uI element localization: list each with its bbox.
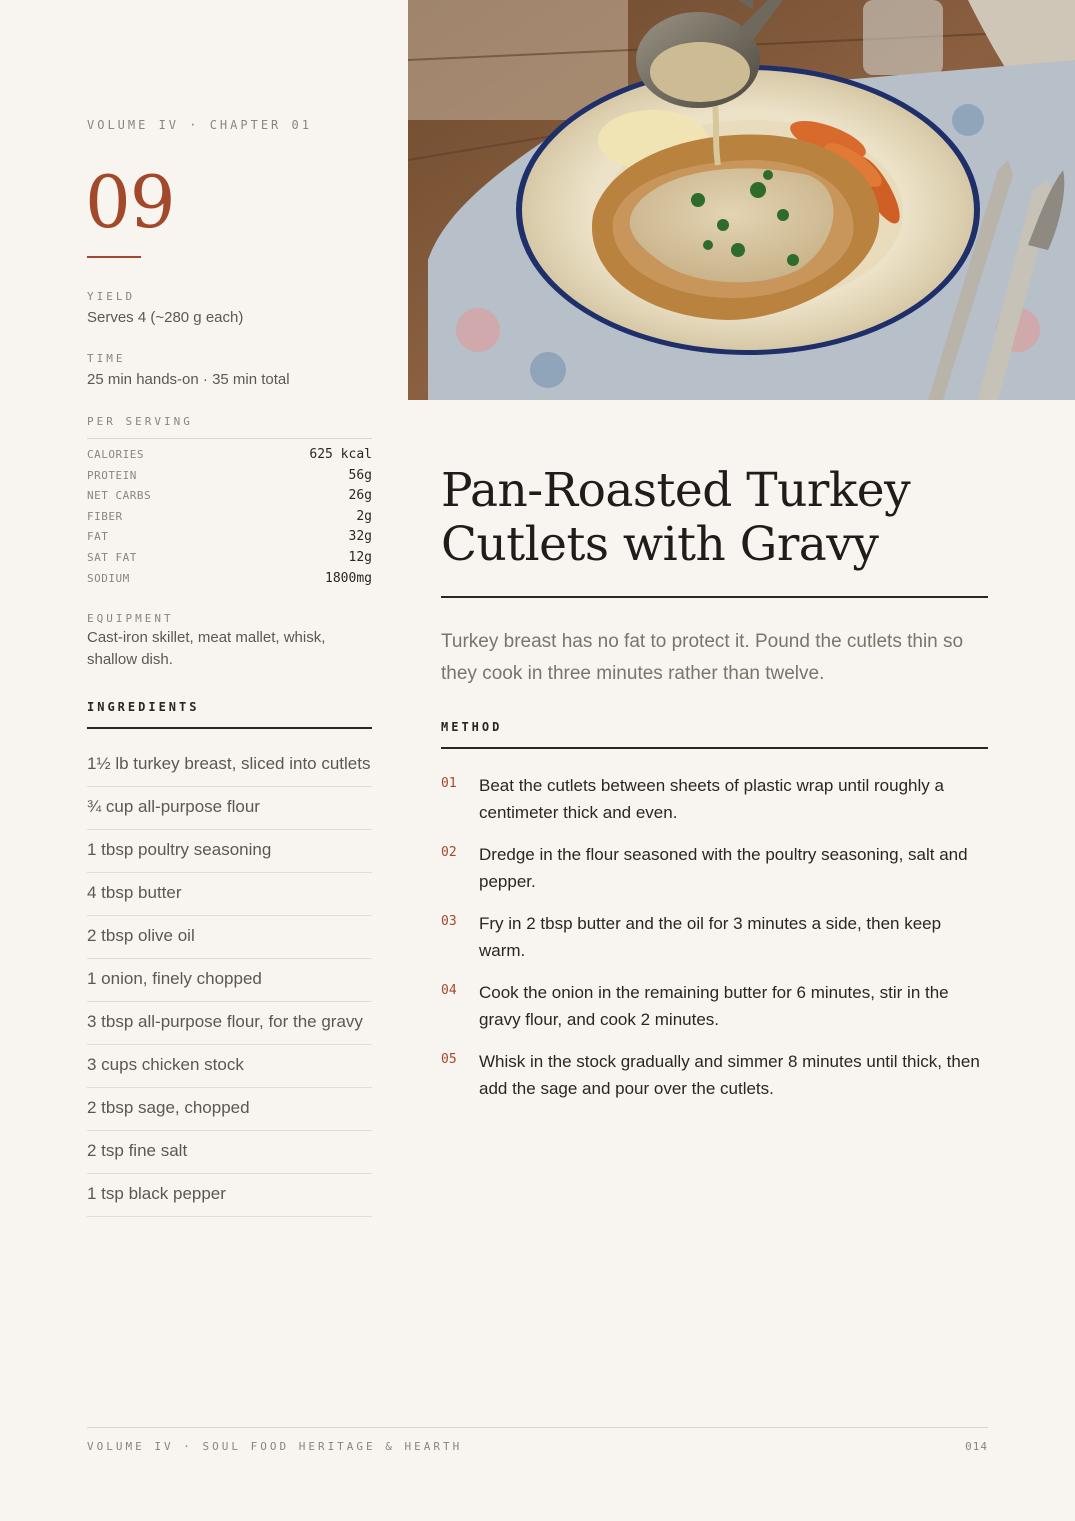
ingredient-item: 3 tbsp all-purpose flour, for the gravy — [87, 1002, 372, 1045]
step-text: Whisk in the stock gradually and simmer 8 minutes until thick, then add the sage and pour over the cutlets. — [479, 1052, 980, 1098]
nutrition-name: SODIUM — [87, 571, 130, 585]
method-step — [441, 841, 988, 895]
nutrition-value: 625 kcal — [309, 447, 372, 462]
nutrition-name: SAT FAT — [87, 550, 137, 564]
nutrition-value: 56g — [348, 467, 372, 483]
time-value: 25 min hands-on · 35 min total — [87, 371, 290, 388]
per-serving-label: PER SERVING — [87, 415, 193, 428]
method-divider — [441, 747, 988, 749]
yield-label: YIELD — [87, 290, 136, 303]
method-step — [441, 1048, 988, 1102]
ingredient-item: 1½ lb turkey breast, sliced into cutlets — [87, 744, 372, 787]
title-divider — [441, 596, 988, 598]
nutrition-name: FAT — [87, 530, 109, 544]
recipe-photo — [408, 0, 1075, 400]
ingredient-item: 2 tbsp sage, chopped — [87, 1088, 372, 1131]
method-steps — [441, 772, 988, 1117]
time-label: TIME — [87, 352, 126, 365]
nutrition-row — [87, 468, 372, 489]
step-number: 05 — [441, 1052, 457, 1067]
nutrition-block — [87, 415, 372, 591]
chapter-number: 09 — [85, 160, 175, 244]
ingredients-list — [87, 744, 372, 1217]
ingredient-item: 1 onion, finely chopped — [87, 959, 372, 1002]
ingredients-divider — [87, 727, 372, 729]
ingredient-item: 1 tbsp poultry seasoning — [87, 830, 372, 873]
nutrition-row — [87, 571, 372, 592]
step-number: 01 — [441, 776, 457, 791]
nutrition-row — [87, 550, 372, 571]
nutrition-row — [87, 509, 372, 530]
method-step — [441, 772, 988, 826]
nutrition-value: 12g — [348, 549, 372, 565]
recipe-title-line-2: Cutlets with Gravy — [441, 517, 879, 572]
yield-value: Serves 4 (~280 g each) — [87, 309, 244, 326]
recipe-title-line-1: Pan-Roasted Turkey — [441, 463, 911, 518]
page-number: 014 — [965, 1440, 988, 1453]
method-step — [441, 979, 988, 1033]
equipment-block — [87, 612, 372, 671]
nutrition-name: PROTEIN — [87, 468, 137, 482]
ingredient-item: 3 cups chicken stock — [87, 1045, 372, 1088]
footer-book-title: VOLUME IV · SOUL FOOD HERITAGE & HEARTH — [87, 1440, 463, 1453]
step-text: Cook the onion in the remaining butter for 6 minutes, stir in the gravy flour, and cook 2 minutes. — [479, 983, 949, 1029]
step-number: 03 — [441, 914, 457, 929]
nutrition-value: 32g — [348, 529, 372, 545]
method-step — [441, 910, 988, 964]
nutrition-value: 1800mg — [325, 570, 372, 586]
chapter-divider — [87, 256, 141, 258]
step-number: 02 — [441, 845, 457, 860]
ingredient-item: 2 tsp fine salt — [87, 1131, 372, 1174]
ingredients-title: INGREDIENTS — [87, 700, 200, 714]
method-header — [441, 720, 988, 749]
recipe-title — [441, 464, 988, 572]
yield-block — [87, 290, 372, 329]
ingredient-item: 4 tbsp butter — [87, 873, 372, 916]
nutrition-list — [87, 447, 372, 591]
nutrition-name: NET CARBS — [87, 489, 152, 503]
step-number: 04 — [441, 983, 457, 998]
nutrition-name: FIBER — [87, 509, 123, 523]
chapter-eyebrow: VOLUME IV · CHAPTER 01 — [87, 118, 312, 132]
recipe-intro: Turkey breast has no fat to protect it. Pound the cutlets thin so they cook in three minutes rather than twelve. — [441, 631, 964, 684]
nutrition-value: 26g — [348, 488, 372, 504]
equipment-label: EQUIPMENT — [87, 612, 174, 625]
ingredient-item: 1 tsp black pepper — [87, 1174, 372, 1217]
ingredient-item: ¾ cup all-purpose flour — [87, 787, 372, 830]
nutrition-row — [87, 447, 372, 468]
method-title: METHOD — [441, 720, 503, 734]
nutrition-row — [87, 529, 372, 550]
ingredients-header — [87, 700, 372, 729]
equipment-value: Cast-iron skillet, meat mallet, whisk, shallow dish. — [87, 629, 326, 668]
turkey-cutlets-with-gravy-photo — [408, 0, 1075, 400]
step-text: Dredge in the flour seasoned with the poultry seasoning, salt and pepper. — [479, 845, 968, 891]
footer-divider — [87, 1427, 988, 1428]
time-block — [87, 352, 372, 391]
step-text: Fry in 2 tbsp butter and the oil for 3 minutes a side, then keep warm. — [479, 914, 942, 960]
ingredient-item: 2 tbsp olive oil — [87, 916, 372, 959]
step-text: Beat the cutlets between sheets of plastic wrap until roughly a centimeter thick and even. — [479, 776, 944, 822]
nutrition-value: 2g — [356, 508, 372, 524]
nutrition-divider — [87, 438, 372, 439]
nutrition-name: CALORIES — [87, 448, 144, 461]
nutrition-row — [87, 488, 372, 509]
